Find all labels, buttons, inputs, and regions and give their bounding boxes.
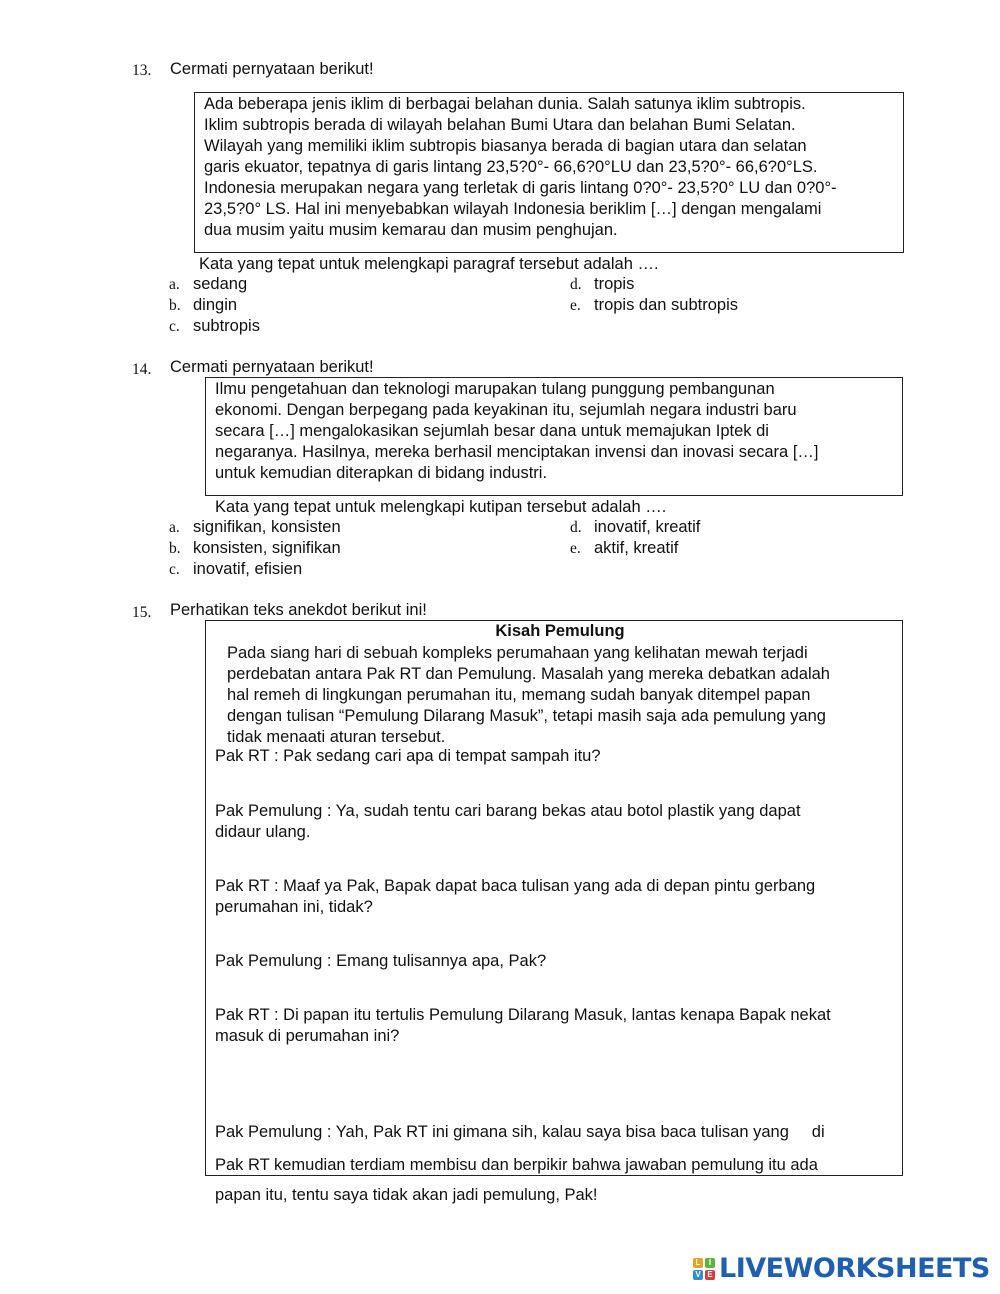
option-letter: e. bbox=[570, 540, 581, 557]
story-title-row bbox=[1, 622, 1000, 641]
logo-mark-cell: E bbox=[705, 1270, 715, 1280]
option-letter: d. bbox=[570, 519, 582, 536]
q13-number: 13. bbox=[132, 62, 152, 79]
q14-prompt: Cermati pernyataan berikut! bbox=[170, 358, 374, 376]
option-letter: a. bbox=[169, 276, 180, 293]
logo-text: LIVEWORKSHEETS bbox=[719, 1253, 990, 1284]
q13-option-d bbox=[570, 275, 634, 294]
q13-option-a bbox=[169, 275, 247, 294]
passage-line: Ilmu pengetahuan dan teknologi marupakan tulang punggung pembangunan bbox=[215, 380, 775, 398]
liveworksheets-logo bbox=[693, 1253, 990, 1284]
dialogue-line: Pak RT : Maaf ya Pak, Bapak dapat baca tulisan yang ada di depan pintu gerbang bbox=[215, 877, 816, 895]
option-letter: b. bbox=[169, 540, 181, 557]
dialogue-line: Pak RT kemudian terdiam membisu dan berpikir bahwa jawaban pemulung itu ada bbox=[215, 1156, 818, 1174]
option-text: dingin bbox=[193, 296, 238, 314]
passage-line: Ada beberapa jenis iklim di berbagai belahan dunia. Salah satunya iklim subtropis. bbox=[204, 95, 806, 113]
logo-mark-cell: I bbox=[705, 1258, 715, 1268]
dialogue-3 bbox=[215, 876, 815, 918]
option-letter: e. bbox=[570, 297, 581, 314]
option-text: signifikan, konsisten bbox=[193, 518, 341, 536]
option-letter: c. bbox=[169, 561, 180, 578]
option-letter: c. bbox=[169, 318, 180, 335]
dialogue-line: papan itu, tentu saya tidak akan jadi pemulung, Pak! bbox=[215, 1186, 598, 1204]
option-text: konsisten, signifikan bbox=[193, 539, 341, 557]
dialogue-1 bbox=[215, 746, 601, 767]
dialogue-line: perumahan ini, tidak? bbox=[215, 898, 373, 916]
q15-number: 15. bbox=[132, 604, 152, 621]
dialogue-line: Pak Pemulung : Emang tulisannya apa, Pak? bbox=[215, 952, 547, 970]
q13-option-e bbox=[570, 296, 738, 315]
dialogue-line: Pak RT : Di papan itu tertulis Pemulung Dilarang Masuk, lantas kenapa Bapak nekat bbox=[215, 1006, 831, 1024]
dialogue-4 bbox=[215, 951, 546, 972]
option-letter: a. bbox=[169, 519, 180, 536]
passage-line: Indonesia merupakan negara yang terletak di garis lintang 0?0°- 23,5?0° LU dan 0?0°- bbox=[204, 179, 837, 197]
q14-option-d bbox=[570, 518, 700, 537]
passage-line: Iklim subtropis berada di wilayah belahan Bumi Utara dan belahan Bumi Selatan. bbox=[204, 116, 796, 134]
passage-line: secara […] mengalokasikan sejumlah besar dana untuk memajukan Iptek di bbox=[215, 422, 769, 440]
dialogue-6 bbox=[215, 1080, 825, 1227]
q14-option-c bbox=[169, 560, 302, 579]
q14-passage bbox=[215, 379, 818, 484]
dialogue-5 bbox=[215, 1005, 831, 1047]
passage-line: negaranya. Hasilnya, mereka berhasil menciptakan invensi dan inovasi secara […] bbox=[215, 443, 819, 461]
passage-line: garis ekuator, tepatnya di garis lintang 23,5?0°- 66,6?0°LU dan 23,5?0°- 66,6?0°LS. bbox=[204, 158, 818, 176]
dialogue-7 bbox=[215, 1155, 818, 1176]
option-text: tropis bbox=[594, 275, 635, 293]
story-intro bbox=[227, 643, 830, 748]
q13-question: Kata yang tepat untuk melengkapi paragraf tersebut adalah …. bbox=[199, 255, 659, 273]
logo-mark-icon bbox=[693, 1258, 715, 1280]
intro-line: dengan tulisan “Pemulung Dilarang Masuk”, tetapi masih saja ada pemulung yang bbox=[227, 707, 826, 725]
q13-prompt: Cermati pernyataan berikut! bbox=[170, 60, 374, 78]
option-letter: b. bbox=[169, 297, 181, 314]
intro-line: Pada siang hari di sebuah kompleks perumahaan yang kelihatan mewah terjadi bbox=[227, 644, 808, 662]
q14-question: Kata yang tepat untuk melengkapi kutipan tersebut adalah …. bbox=[215, 498, 667, 516]
intro-line: tidak menaati aturan tersebut. bbox=[227, 728, 446, 746]
dialogue-line: didaur ulang. bbox=[215, 823, 311, 841]
option-text: sedang bbox=[193, 275, 248, 293]
option-text: tropis dan subtropis bbox=[594, 296, 738, 314]
dialogue-line: Pak Pemulung : Yah, Pak RT ini gimana sih, kalau saya bisa baca tulisan yang di bbox=[215, 1123, 825, 1141]
passage-line: 23,5?0° LS. Hal ini menyebabkan wilayah Indonesia beriklim […] dengan mengalami bbox=[204, 200, 822, 218]
dialogue-line: Pak RT : Pak sedang cari apa di tempat sampah itu? bbox=[215, 747, 601, 765]
option-text: aktif, kreatif bbox=[594, 539, 679, 557]
q13-option-b bbox=[169, 296, 237, 315]
option-text: inovatif, efisien bbox=[193, 560, 303, 578]
story-title: Kisah Pemulung bbox=[495, 622, 625, 640]
option-text: inovatif, kreatif bbox=[594, 518, 701, 536]
option-letter: d. bbox=[570, 276, 582, 293]
logo-mark-cell: L bbox=[693, 1258, 703, 1268]
q15-prompt: Perhatikan teks anekdot berikut ini! bbox=[170, 601, 427, 619]
passage-line: untuk kemudian diterapkan di bidang industri. bbox=[215, 464, 548, 482]
logo-mark-cell: V bbox=[693, 1270, 703, 1280]
passage-line: Wilayah yang memiliki iklim subtropis biasanya berada di bagian utara dan selatan bbox=[204, 137, 807, 155]
q14-number: 14. bbox=[132, 361, 152, 378]
intro-line: perdebatan antara Pak RT dan Pemulung. Masalah yang mereka debatkan adalah bbox=[227, 665, 830, 683]
option-text: subtropis bbox=[193, 317, 260, 335]
q14-option-b bbox=[169, 539, 341, 558]
intro-line: hal remeh di lingkungan perumahan itu, memang sudah banyak ditempel papan bbox=[227, 686, 811, 704]
dialogue-line: masuk di perumahan ini? bbox=[215, 1027, 400, 1045]
passage-line: ekonomi. Dengan berpegang pada keyakinan itu, sejumlah negara industri baru bbox=[215, 401, 797, 419]
dialogue-2 bbox=[215, 801, 801, 843]
q13-option-c bbox=[169, 317, 260, 336]
q14-option-e bbox=[570, 539, 678, 558]
q14-option-a bbox=[169, 518, 341, 537]
q13-passage bbox=[204, 94, 837, 241]
story-box-bottom-border bbox=[205, 1175, 903, 1176]
passage-line: dua musim yaitu musim kemarau dan musim penghujan. bbox=[204, 221, 618, 239]
dialogue-line: Pak Pemulung : Ya, sudah tentu cari barang bekas atau botol plastik yang dapat bbox=[215, 802, 801, 820]
